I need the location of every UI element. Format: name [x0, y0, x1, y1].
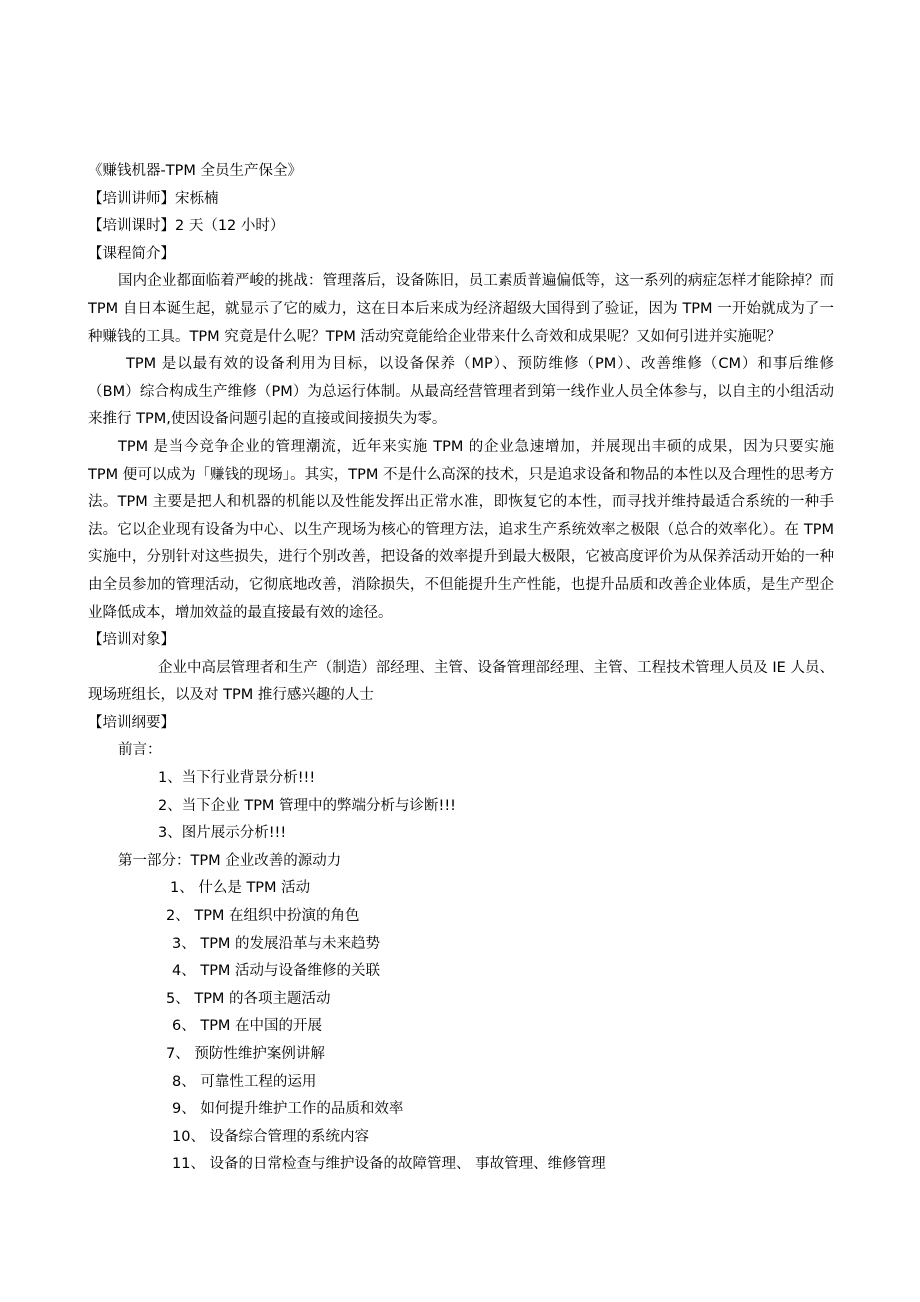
preface-label: 前言：: [118, 742, 162, 759]
part1-item-5: 5、 TPM 的各项主题活动: [166, 990, 331, 1007]
audience-text: 企业中高层管理者和生产（制造）部经理、主管、设备管理部经理、主管、工程技术管理人员及 IE 人员、现场班组长，以及对 TPM 推行感兴趣的人士: [88, 659, 834, 704]
part1-item-8: 8、 可靠性工程的运用: [172, 1073, 317, 1090]
part1-label: 第一部分：TPM 企业改善的源动力: [118, 852, 342, 869]
preface-item-2: 2、当下企业 TPM 管理中的弊端分析与诊断!!!: [158, 797, 456, 814]
part1-item-9: 9、 如何提升维护工作的品质和效率: [172, 1101, 404, 1118]
intro-paragraph-2: TPM 是以最有效的设备利用为目标，以设备保养（MP）、预防维修（PM）、改善维修（CM）和事后维修（BM）综合构成生产维修（PM）为总运行体制。从最高经营管理者到第一线作业人员全体参与，以自主的小组活动来推行 TPM,使因设备问题引起的直接或间接损失为零。: [88, 356, 834, 428]
intro-heading: 【课程简介】: [88, 245, 175, 262]
preface-item-1: 1、当下行业背景分析!!!: [158, 770, 316, 787]
intro-paragraph-1: 国内企业都面临着严峻的挑战：管理落后，设备陈旧，员工素质普遍偏低等，这一系列的病症怎样才能除掉？而 TPM 自日本诞生起，就显示了它的威力，这在日本后来成为经济超级大国得到了验证，因为 TPM 一开始就成为了一种赚钱的工具。TPM 究竟是什么呢？TPM 活动究竟能给企业带来什么奇效和成果呢？又如何引进并实施呢？: [88, 273, 834, 345]
part1-item-1: 1、 什么是 TPM 活动: [170, 880, 311, 897]
part1-item-2: 2、 TPM 在组织中扮演的角色: [166, 908, 360, 925]
lecturer-line: 【培训讲师】宋栎楠: [88, 190, 219, 207]
part1-item-3: 3、 TPM 的发展沿革与未来趋势: [172, 935, 381, 952]
preface-item-3: 3、图片展示分析!!!: [158, 825, 287, 842]
part1-item-7: 7、 预防性维护案例讲解: [166, 1046, 325, 1062]
hours-line: 【培训课时】2 天（12 小时）: [88, 218, 285, 235]
outline-heading: 【培训纲要】: [88, 714, 175, 731]
intro-paragraph-3: TPM 是当今竞争企业的管理潮流，近年来实施 TPM 的企业急速增加，并展现出丰硕的成果，因为只要实施 TPM 便可以成为「赚钱的现场」。其实，TPM 不是什么高深的技术，只是追求设备和物品的本性以及合理性的思考方法。TPM 主要是把人和机器的机能以及性能发挥出正常水准，即恢复它的本性，而寻找并维持最适合系统的一种手法。它以企业现有设备为中心、以生产现场为核心的管理方法，追求生产系统效率之极限（总合的效率化）。在 TPM 实施中，分别针对这些损失，进行个别改善，把设备的效率提升到最大极限，它被高度评价为从保养活动开始的一种由全员参加的管理活动，它彻底地改善，消除损失，不但能提升生产性能，也提升品质和改善企业体质，是生产型企业降低成本，增加效益的最直接最有效的途径。: [88, 438, 834, 621]
document-title: 《赚钱机器-TPM 全员生产保全》: [88, 163, 302, 179]
part1-item-10: 10、 设备综合管理的系统内容: [172, 1128, 370, 1145]
audience-heading: 【培训对象】: [88, 632, 175, 649]
part1-item-11: 11、 设备的日常检查与维护设备的故障管理、 事故管理、维修管理: [172, 1156, 606, 1173]
part1-item-4: 4、 TPM 活动与设备维修的关联: [172, 963, 381, 980]
document-page: [88, 158, 834, 1179]
part1-item-6: 6、 TPM 在中国的开展: [172, 1018, 323, 1035]
